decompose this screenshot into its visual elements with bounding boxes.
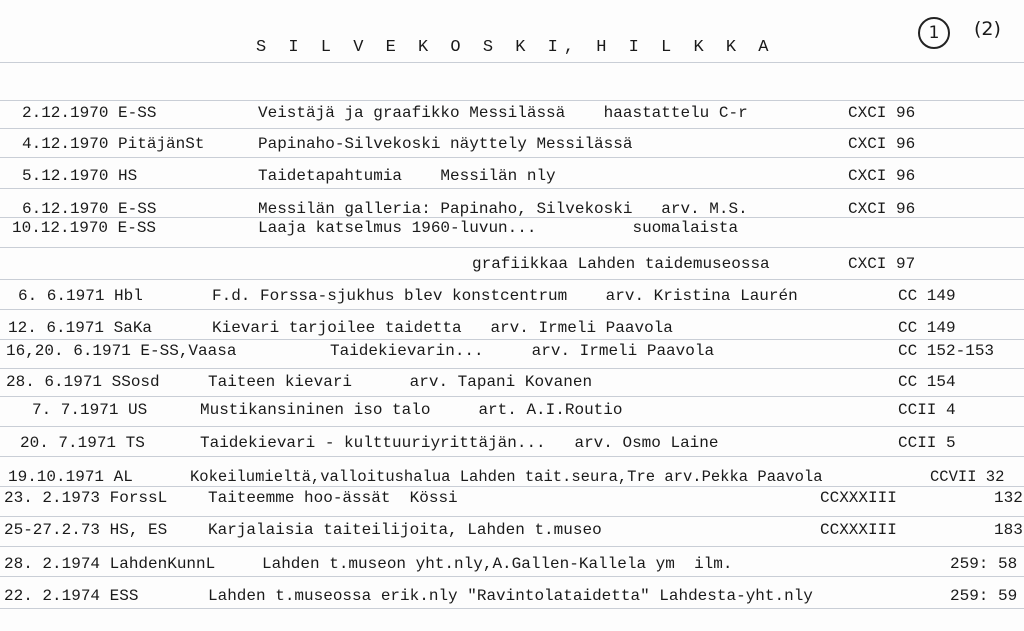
rule-line: [0, 546, 1024, 547]
row-date-source: 2.12.1970 E-SS: [22, 104, 157, 122]
row-date-source: 19.10.1971 AL: [8, 468, 133, 486]
row-reference: CC 149: [898, 319, 956, 337]
row-reference: CCXXXIII: [820, 489, 897, 507]
card-title: S I L V E K O S K I, H I L K K A: [256, 38, 775, 57]
row-date-source: 20. 7.1971 TS: [20, 434, 145, 452]
row-title: Laaja katselmus 1960-luvun... suomalaista: [258, 219, 739, 237]
row-title: Taiteen kievari arv. Tapani Kovanen: [208, 373, 593, 391]
card-number-parenthesized: (2): [974, 18, 1001, 40]
rule-line: [0, 339, 1024, 340]
row-reference: CC 154: [898, 373, 956, 391]
row-date-source: 6.12.1970 E-SS: [22, 200, 157, 218]
row-page-number: 259: 59: [950, 587, 1018, 605]
row-title: Karjalaisia taiteilijoita, Lahden t.museo: [208, 521, 602, 539]
row-title: Kievari tarjoilee taidetta arv. Irmeli Paavola: [212, 319, 673, 337]
row-title: Papinaho-Silvekoski näyttely Messilässä: [258, 135, 633, 153]
row-title: Lahden t.museon yht.nly,A.Gallen-Kallela ym ilm.: [262, 555, 733, 573]
row-title: Taiteemme hoo-ässät Kössi: [208, 489, 458, 507]
rule-line: [0, 100, 1024, 101]
row-page-number: 132: [994, 489, 1023, 507]
row-reference: CCII 4: [898, 401, 956, 419]
rule-line: [0, 279, 1024, 280]
row-reference: CCII 5: [898, 434, 956, 452]
rule-line: [0, 128, 1024, 129]
row-reference: CCVII 32: [930, 468, 1005, 486]
row-date-source: 16,20. 6.1971 E-SS,Vaasa: [6, 342, 237, 360]
rule-line: [0, 516, 1024, 517]
row-title: Lahden t.museossa erik.nly "Ravintolataidetta" Lahdesta-yht.nly: [208, 587, 813, 605]
row-reference: CCXXXIII: [820, 521, 897, 539]
rule-line: [0, 62, 1024, 63]
row-title-continued: grafiikkaa Lahden taidemuseossa: [472, 255, 770, 273]
rule-line: [0, 309, 1024, 310]
rule-line: [0, 188, 1024, 189]
row-date-source: 28. 6.1971 SSosd: [6, 373, 160, 391]
row-date-source: 28. 2.1974 LahdenKunnL: [4, 555, 216, 573]
rule-line: [0, 608, 1024, 609]
card-number-circled: [918, 17, 950, 49]
row-title: F.d. Forssa-sjukhus blev konstcentrum arv. Kristina Laurén: [212, 287, 798, 305]
row-date-source: 12. 6.1971 SaKa: [8, 319, 153, 337]
row-date-source: 23. 2.1973 ForssL: [4, 489, 168, 507]
row-reference: CXCI 96: [848, 200, 916, 218]
rule-line: [0, 396, 1024, 397]
row-title: Mustikansininen iso talo art. A.I.Routio: [200, 401, 623, 419]
card-number-label: 1: [928, 23, 940, 43]
row-page-number: 259: 58: [950, 555, 1018, 573]
row-date-source: 25-27.2.73 HS, ES: [4, 521, 168, 539]
rule-line: [0, 486, 1024, 487]
row-date-source: 10.12.1970 E-SS: [12, 219, 157, 237]
rule-line: [0, 368, 1024, 369]
row-title: Messilän galleria: Papinaho, Silvekoski arv. M.S.: [258, 200, 748, 218]
row-reference: CC 152-153: [898, 342, 995, 360]
row-reference: CXCI 97: [848, 255, 916, 273]
row-page-number: 183: [994, 521, 1023, 539]
row-date-source: 6. 6.1971 Hbl: [18, 287, 143, 305]
row-date-source: 4.12.1970 PitäjänSt: [22, 135, 205, 153]
row-reference: CXCI 96: [848, 167, 916, 185]
row-reference: CXCI 96: [848, 135, 916, 153]
rule-line: [0, 456, 1024, 457]
rule-line: [0, 426, 1024, 427]
rule-line: [0, 247, 1024, 248]
row-date-source: 5.12.1970 HS: [22, 167, 138, 185]
row-reference: CXCI 96: [848, 104, 916, 122]
row-title: Taidekievarin... arv. Irmeli Paavola: [330, 342, 715, 360]
rule-line: [0, 576, 1024, 577]
rule-line: [0, 157, 1024, 158]
row-title: Taidekievari - kulttuuriyrittäjän... arv. Osmo Laine: [200, 434, 719, 452]
row-date-source: 22. 2.1974 ESS: [4, 587, 139, 605]
row-date-source: 7. 7.1971 US: [32, 401, 148, 419]
row-title: Taidetapahtumia Messilän nly: [258, 167, 556, 185]
row-title: Kokeilumieltä,valloitushalua Lahden tait.seura,Tre arv.Pekka Paavola: [190, 468, 823, 486]
row-reference: CC 149: [898, 287, 956, 305]
row-title: Veistäjä ja graafikko Messilässä haastattelu C-r: [258, 104, 748, 122]
